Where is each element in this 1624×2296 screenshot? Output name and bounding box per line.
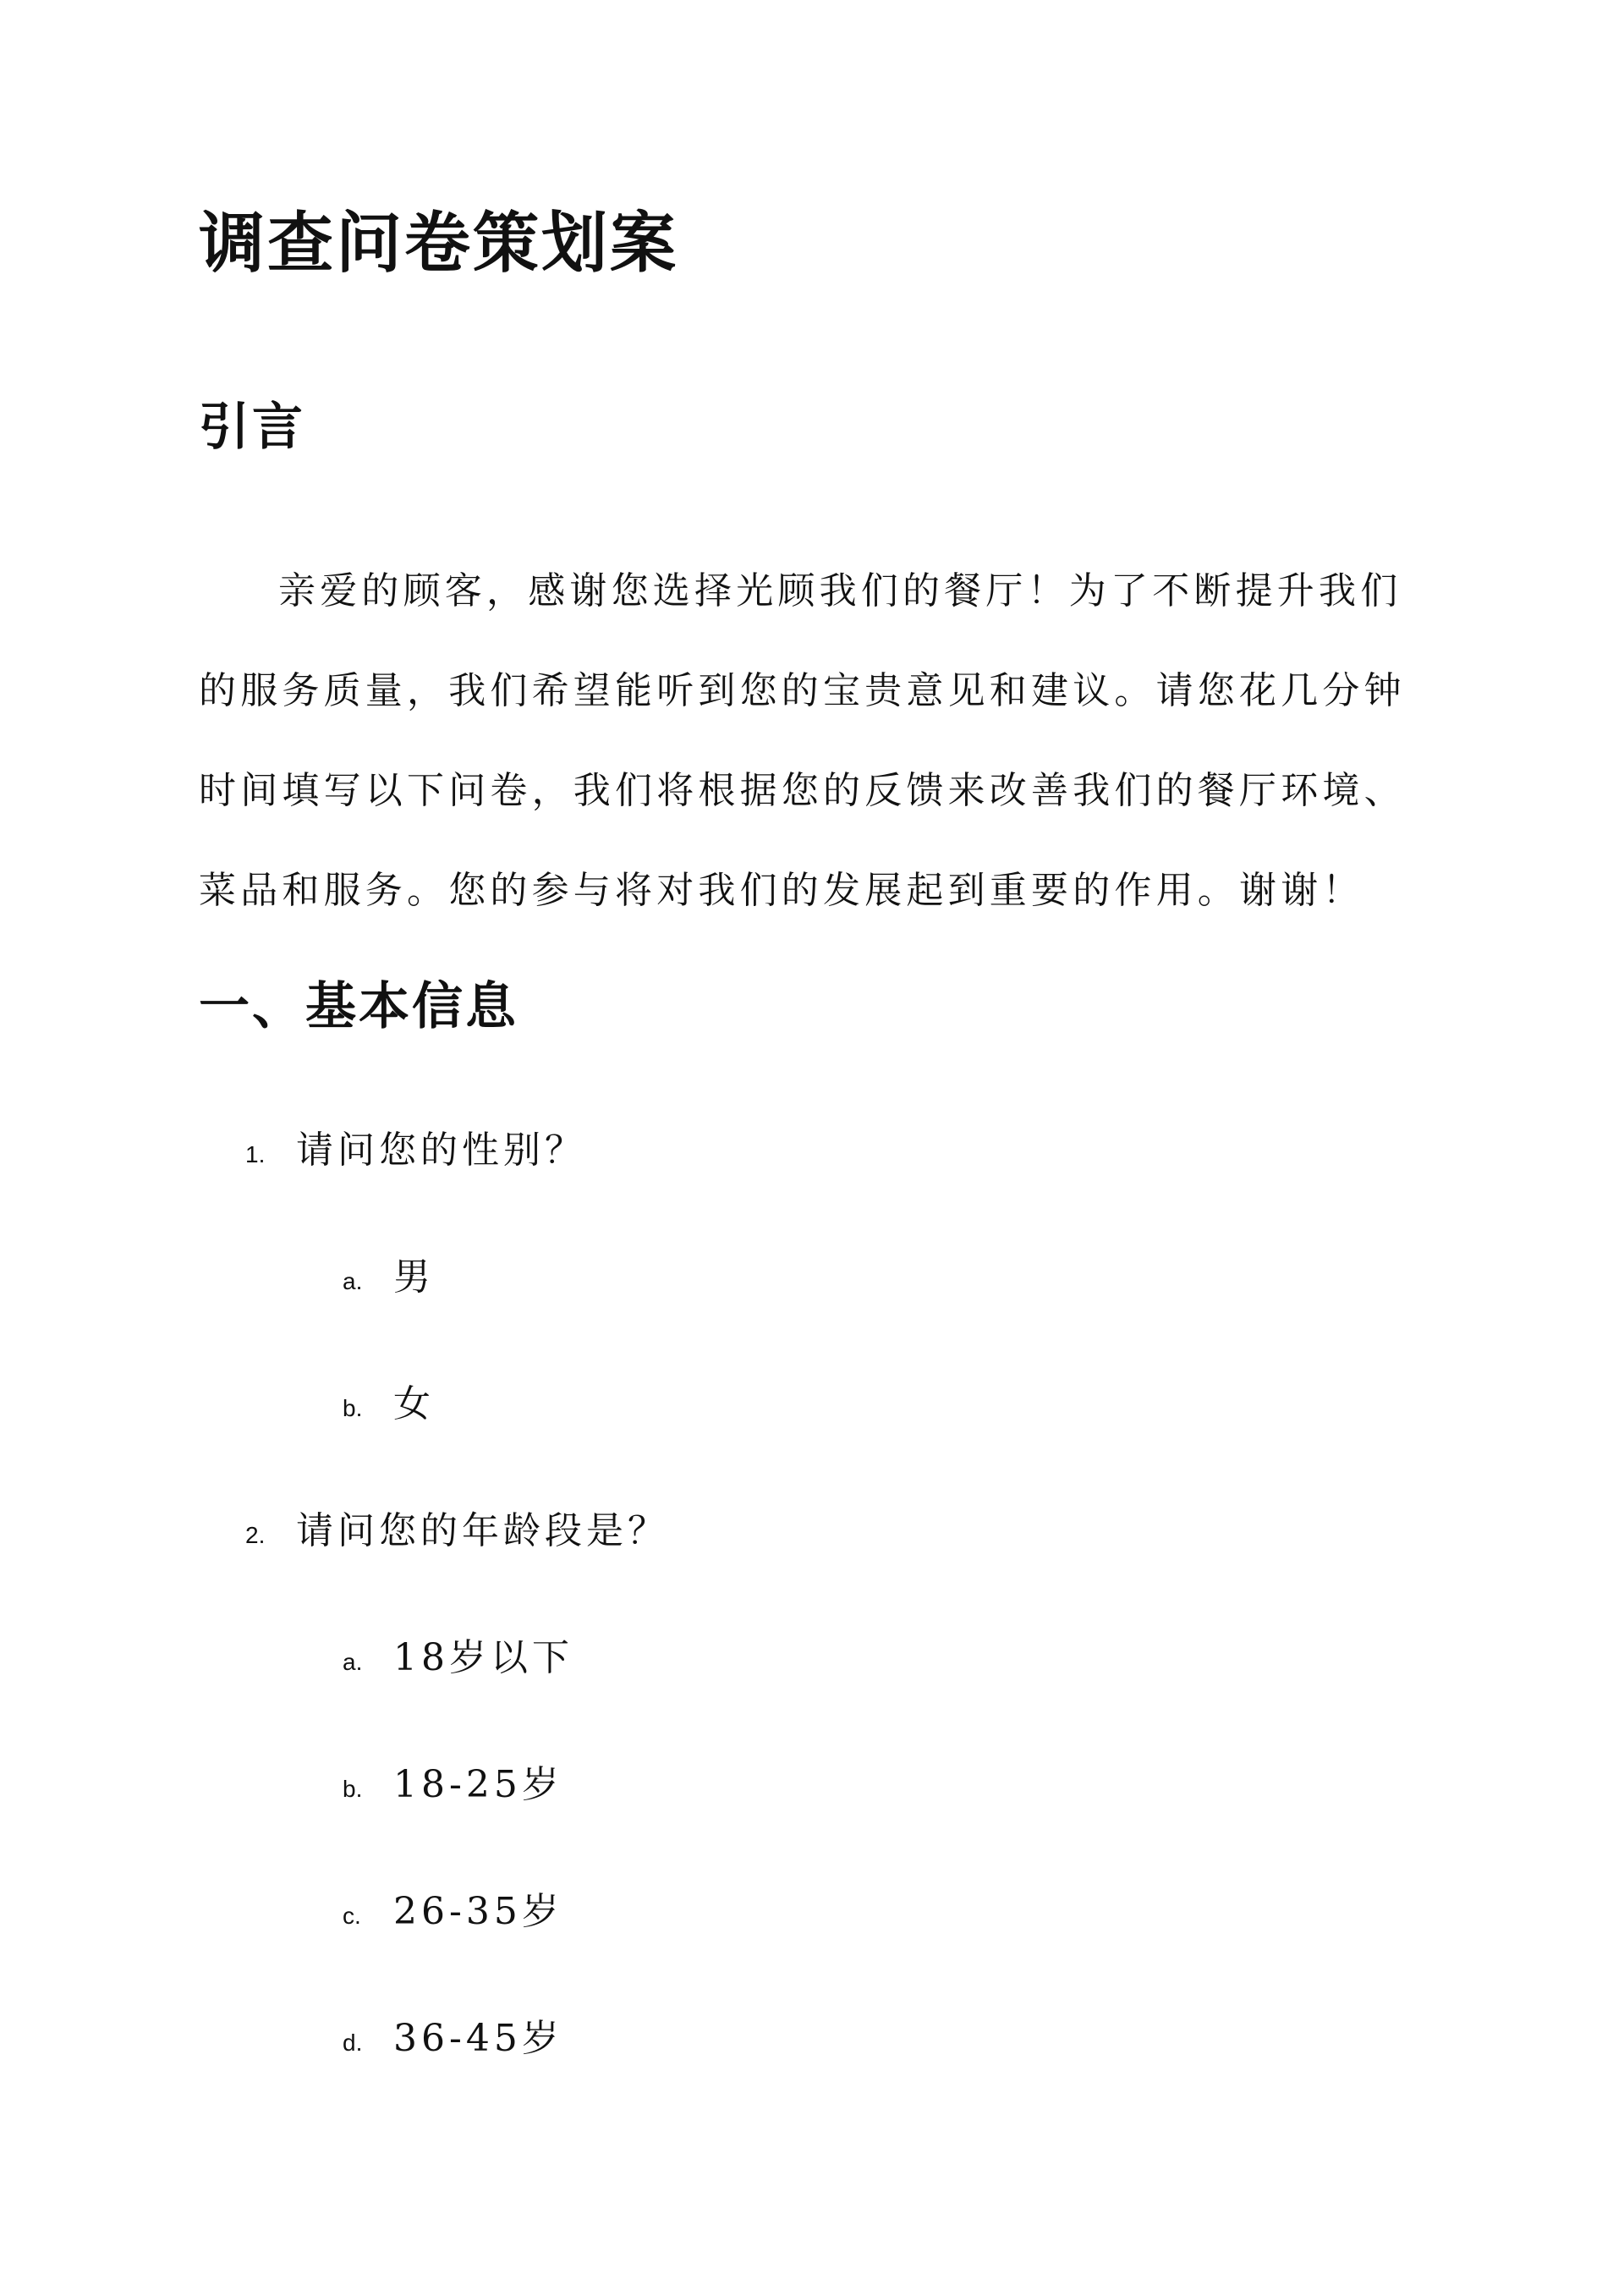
- basic-info-heading: 一、基本信息: [199, 977, 518, 1036]
- option-male: [343, 1252, 435, 1303]
- question-text: 请问您的性别？: [296, 1129, 586, 1172]
- option-letter: b.: [343, 1776, 363, 1802]
- question-gender: [245, 1125, 586, 1176]
- option-text: 18岁以下: [393, 1636, 573, 1679]
- intro-line: 时间填写以下问卷，我们将根据您的反馈来改善我们的餐厅环境、: [199, 769, 1406, 812]
- document-title: 调查问卷策划案: [199, 205, 679, 282]
- option-letter: a.: [343, 1649, 363, 1675]
- question-age: [245, 1506, 669, 1557]
- option-text: 26-35岁: [393, 1890, 563, 1933]
- option-letter: b.: [343, 1395, 363, 1421]
- option-age-under-18: [343, 1633, 573, 1684]
- intro-heading: 引言: [199, 398, 305, 457]
- question-text: 请问您的年龄段是？: [296, 1509, 669, 1552]
- option-age-18-25: [343, 1760, 563, 1810]
- intro-line: 亲爱的顾客，感谢您选择光顾我们的餐厅！为了不断提升我们: [278, 569, 1402, 612]
- option-text: 女: [393, 1382, 435, 1425]
- question-number: 1.: [245, 1141, 266, 1167]
- question-number: 2.: [245, 1522, 266, 1548]
- option-female: [343, 1379, 435, 1430]
- option-letter: c.: [343, 1903, 361, 1929]
- option-letter: a.: [343, 1268, 363, 1294]
- option-letter: d.: [343, 2030, 363, 2056]
- option-text: 男: [393, 1255, 435, 1299]
- intro-line: 菜品和服务。您的参与将对我们的发展起到重要的作用。谢谢！: [199, 869, 1364, 912]
- option-age-26-35: [343, 1887, 563, 1937]
- option-text: 18-25岁: [393, 1763, 563, 1806]
- option-age-36-45: [343, 2013, 563, 2064]
- intro-paragraph: [199, 541, 1425, 941]
- intro-line: 的服务质量，我们希望能听到您的宝贵意见和建议。请您花几分钟: [199, 669, 1406, 712]
- option-text: 36-45岁: [393, 2017, 563, 2060]
